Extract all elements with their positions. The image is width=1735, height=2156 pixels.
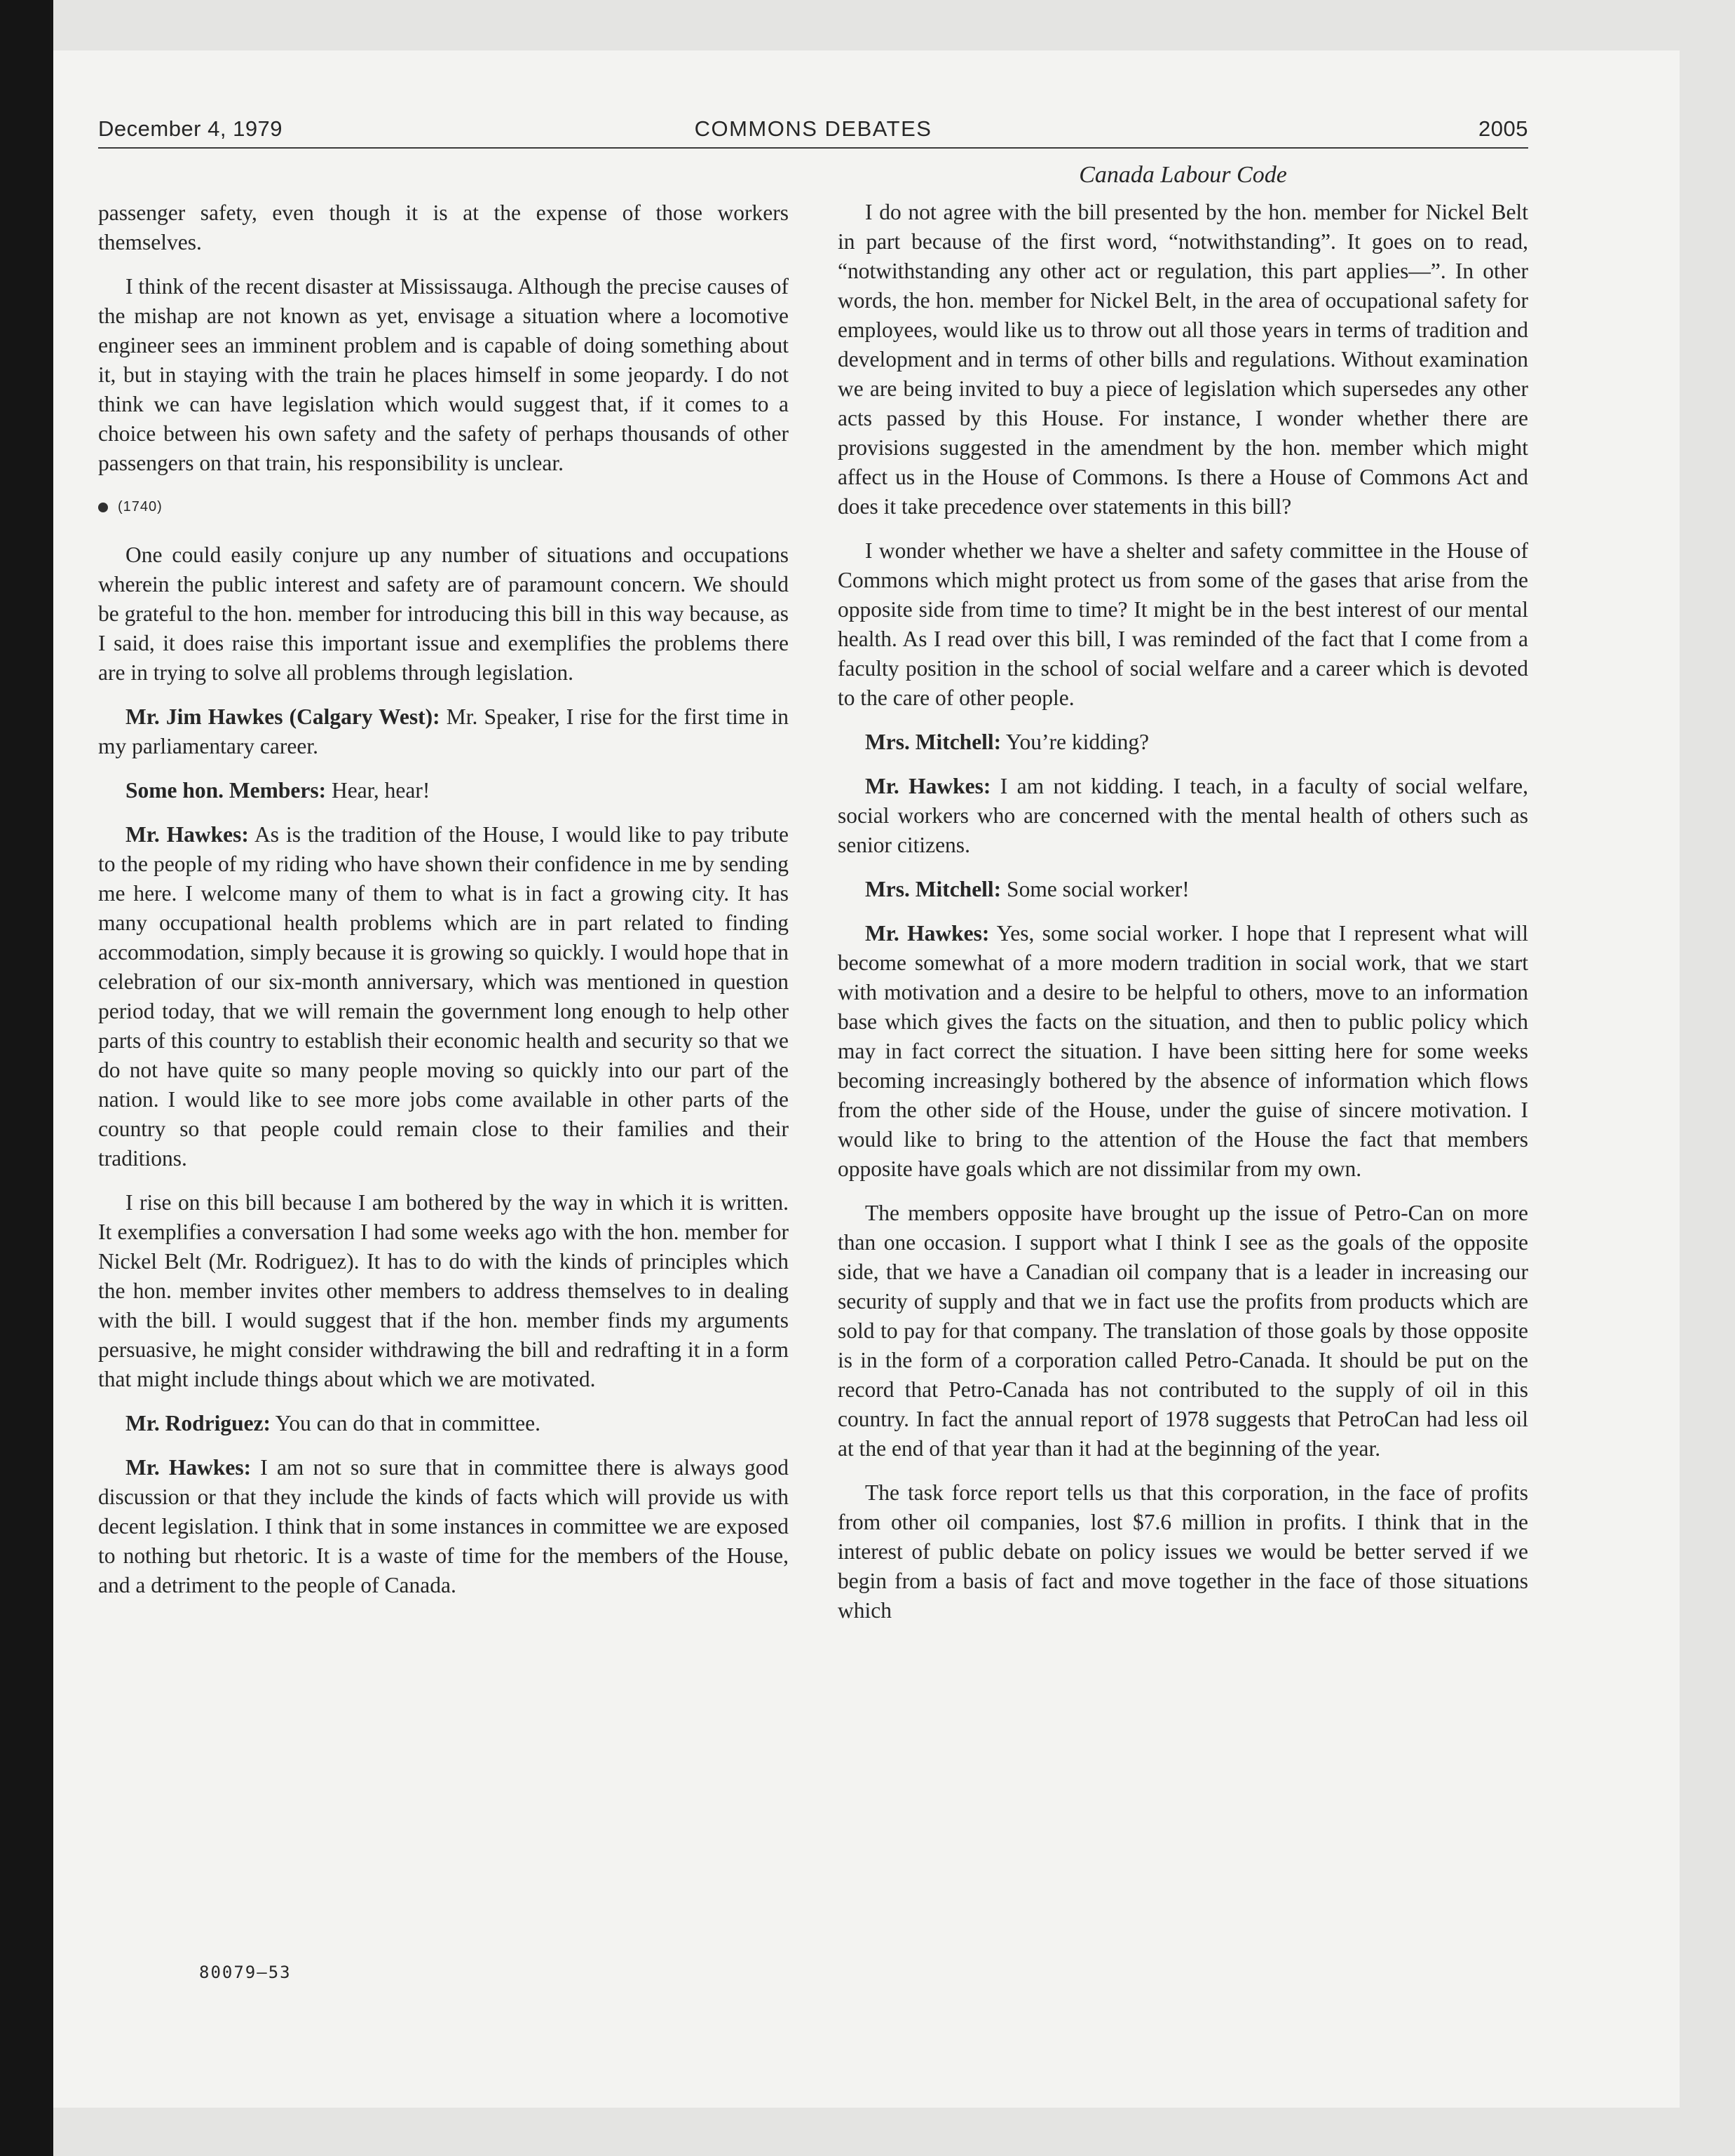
subject-heading: Canada Labour Code <box>1079 162 1287 188</box>
speaker-name: Some hon. Members: <box>125 778 327 803</box>
speech <box>838 772 1528 860</box>
left-column <box>98 198 789 1615</box>
speaker-name: Mrs. Mitchell: <box>865 877 1002 901</box>
speech <box>98 820 789 1173</box>
speech-text: As is the tradition of the House, I would like to pay tribute to the people of my riding who have shown their confidence in me by sending me here. I welcome many of them to what is in fact a growing city. It has many occupational health problems which are in part related to finding accommodation, simply because it is growing so quickly. I would hope that in celebration of our six-month anniversary, which was mentioned in question period today, that we will remain the government long enough to help other parts of this country to establish their economic health and security so that we do not have quite so many people moving so quickly into our part of the nation. I would like to see more jobs come available in other parts of the country so that people could remain close to their families and their traditions. <box>98 822 789 1171</box>
paragraph: I rise on this bill because I am bothered by the way in which it is written. It exemplifies a conversation I had some weeks ago with the hon. member for Nickel Belt (Mr. Rodriguez). It has to do with the kinds of principles which the hon. member invites other members to address themselves to in dealing with the bill. I would suggest that if the hon. member finds my arguments persuasive, he might consider withdrawing the bill and redrafting it in a form that might include things about which we are motivated. <box>98 1190 789 1391</box>
speech-text: I am not so sure that in committee there is always good discussion or that they include the kinds of facts which will provide us with decent legislation. I think that in some instances in committee we are exposed to nothing but rhetoric. It is a waste of time for the members of the House, and a detriment to the people of Canada. <box>98 1455 789 1597</box>
speech-text: Hear, hear! <box>331 778 430 803</box>
speech <box>98 776 789 805</box>
paragraph: One could easily conjure up any number of situations and occupations wherein the public interest and safety are of paramount concern. We should be grateful to the hon. member for introducing this bill in this way because, as I said, it does raise this important issue and exemplifies the problems there are in trying to solve all problems through legislation. <box>98 543 789 685</box>
speech-text: I am not kidding. I teach, in a faculty of social welfare, social workers who are concerned with the mental health of others such as senior citizens. <box>838 774 1528 857</box>
paragraph: The members opposite have brought up the issue of Petro-Can on more than one occasion. I support what I think I see as the goals of the opposite side, that we have a Canadian oil company that is a leader in increasing our security of supply and that we in fact use the profits from products which are sold to pay for that company. The translation of those goals by those opposite is in the form of a corporation called Petro-Canada. It should be put on the record that Petro-Canada has not contributed to the supply of oil in this country. In fact the annual report of 1978 suggests that PetroCan had less oil at the end of that year than it had at the beginning of the year. <box>838 1201 1528 1461</box>
header-date: December 4, 1979 <box>98 116 283 141</box>
speaker-name: Mr. Jim Hawkes (Calgary West): <box>125 704 440 729</box>
speaker-name: Mr. Hawkes: <box>865 774 991 798</box>
paragraph: I do not agree with the bill presented by the hon. member for Nickel Belt in part because of the first word, “notwithstanding”. It goes on to read, “notwithstanding any other act or regulation, this part applies—”. In other words, the hon. member for Nickel Belt, in the area of occupational safety for employees, would like us to throw out all those years in terms of tradition and development and in terms of other bills and regulations. Without examination we are being invited to buy a piece of legislation which supersedes any other acts passed by this House. For instance, I wonder whether there are provisions suggested in the amendment by the hon. member which might affect us in the House of Commons. Is there a House of Commons Act and does it take precedence over statements in this bill? <box>838 200 1528 519</box>
speaker-name: Mr. Hawkes: <box>125 822 249 847</box>
speech <box>98 1409 789 1438</box>
speech <box>838 728 1528 757</box>
right-column <box>838 160 1528 1640</box>
scan-binding-edge <box>0 0 53 2156</box>
speech-text: Some social worker! <box>1007 877 1190 901</box>
speaker-name: Mr. Rodriguez: <box>125 1411 271 1435</box>
paragraph: I think of the recent disaster at Mississauga. Although the precise causes of the mishap are not known as yet, envisage a situation where a locomotive engineer sees an imminent problem and is capable of doing something about it, but in staying with the train he places himself in some jeopardy. I do not think we can have legislation which would suggest that, if it comes to a choice between his own safety and the safety of perhaps thousands of other passengers on that train, his responsibility is unclear. <box>98 274 789 475</box>
header-publication-title: COMMONS DEBATES <box>694 116 932 141</box>
speech-text: You can do that in committee. <box>275 1411 541 1435</box>
paragraph: The task force report tells us that this corporation, in the face of profits from other oil companies, lost $7.6 million in profits. I think that in the interest of public debate on policy issues we would be better served if we begin from a basis of fact and move together in the face of those situations which <box>838 1480 1528 1623</box>
paragraph: I wonder whether we have a shelter and safety committee in the House of Commons which might protect us from some of the gases that arise from the opposite side from time to time? It might be in the best interest of our mental health. As I read over this bill, I was reminded of the fact that I come from a faculty position in the school of social welfare and a career which is devoted to the care of other people. <box>838 538 1528 710</box>
paragraph: passenger safety, even though it is at the expense of those workers themselves. <box>98 200 789 254</box>
speaker-name: Mrs. Mitchell: <box>865 730 1002 754</box>
bullet-icon <box>98 503 108 512</box>
page-header <box>98 109 1528 149</box>
speech <box>838 919 1528 1184</box>
footer-print-code: 80079—53 <box>199 1963 292 1982</box>
speech-text: Mr. Speaker, I rise for the first time in my parliamentary career. <box>98 704 789 758</box>
speech-text: You’re kidding? <box>1005 730 1150 754</box>
speech <box>98 702 789 761</box>
speech <box>98 1453 789 1600</box>
timestamp-marker <box>98 499 789 515</box>
header-page-number: 2005 <box>1478 116 1528 141</box>
speech <box>838 875 1528 904</box>
speech-text: Yes, some social worker. I hope that I represent what will become somewhat of a more modern tradition in social work, that we start with motivation and a desire to be helpful to others, move to an information base which gives the facts on the situation, and then to public policy which may in fact correct the situation. I have been sitting here for some weeks becoming increasingly bothered by the absence of information which flows from the other side of the House, under the guise of sincere motivation. I would like to bring to the attention of the House the fact that members opposite have goals which are not dissimilar from my own. <box>838 921 1528 1181</box>
timestamp-text: (1740) <box>118 499 163 514</box>
speaker-name: Mr. Hawkes: <box>125 1455 252 1480</box>
speaker-name: Mr. Hawkes: <box>865 921 990 946</box>
